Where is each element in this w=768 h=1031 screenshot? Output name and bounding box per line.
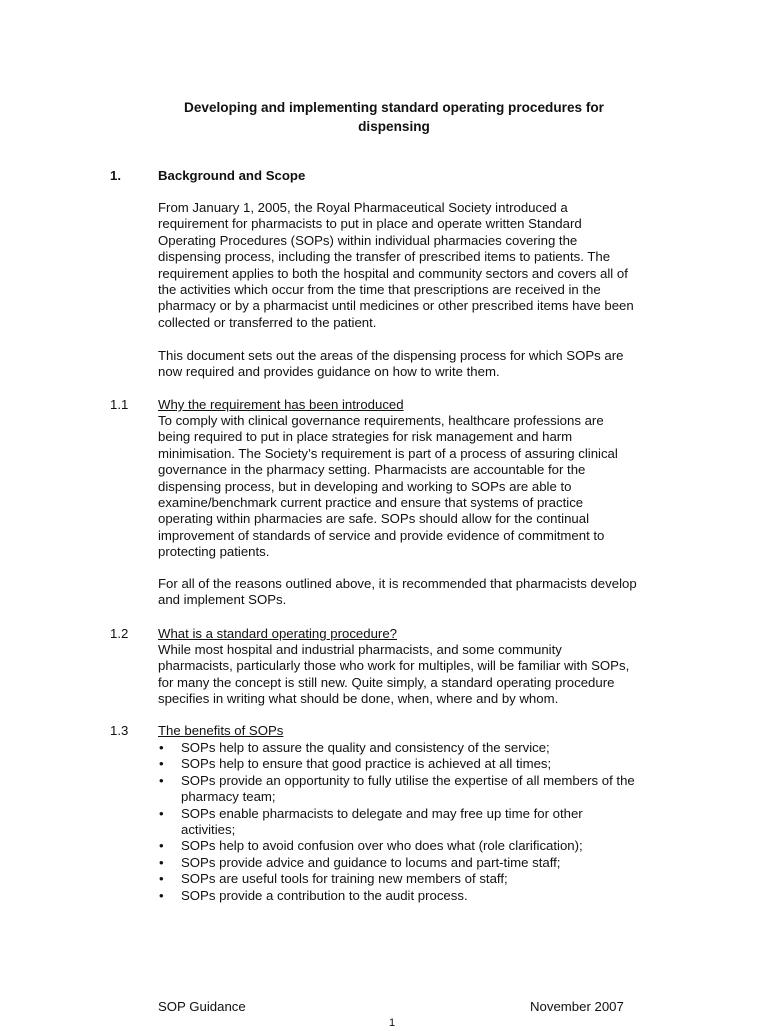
bullet-icon: • [159,805,164,821]
text-line: requirement applies to both the hospital and community sectors and covers all of [158,265,628,281]
bullet-icon: • [159,887,164,903]
section-title: Background and Scope [158,168,306,183]
text-line: SOPs provide an opportunity to fully utilise the expertise of all members of the [181,772,635,788]
text-line: SOPs provide a contribution to the audit process. [181,887,468,903]
footer-date: November 2007 [530,999,624,1014]
list-item [158,806,688,839]
text-line: SOPs help to avoid confusion over who does what (role clarification); [181,838,583,854]
text-line: To comply with clinical governance requirements, healthcare professions are [158,413,604,428]
bullet-icon: • [159,772,164,788]
subsection-paragraph [158,413,678,561]
subsection-paragraph [158,642,678,708]
text-line: Operating Procedures (SOPs) within individual pharmacies covering the [158,232,578,248]
footer-document-name: SOP Guidance [158,999,246,1014]
list-item [158,773,688,806]
text-line: SOPs provide advice and guidance to locums and part-time staff; [181,854,561,870]
text-line: and implement SOPs. [158,592,287,608]
text-line: now required and provides guidance on how to write them. [158,364,500,380]
text-line: requirement for pharmacists to put in place and operate written Standard [158,216,582,232]
text-line: improvement of standards of service and provide evidence of commitment to [158,527,605,543]
text-line: being required to put in place strategies for risk management and harm [158,429,573,445]
text-line: SOPs help to ensure that good practice is achieved at all times; [181,756,552,772]
text-line: minimisation. The Society’s requirement is part of a process of assuring clinical [158,445,618,461]
text-line: dispensing process, including the transfer of prescribed items to patients. The [158,249,611,265]
text-line: For all of the reasons outlined above, it is recommended that pharmacists develop [158,576,637,591]
text-line: This document sets out the areas of the dispensing process for which SOPs are [158,348,624,363]
text-line: pharmacy or by a pharmacist until medicines or other prescribed items have been [158,298,634,314]
bullet-icon: • [159,854,164,870]
text-line: From January 1, 2005, the Royal Pharmaceutical Society introduced a [158,200,568,215]
list-item [158,838,688,854]
list-item [158,756,688,772]
text-line: protecting patients. [158,544,270,560]
list-item [158,855,688,871]
bullet-icon: • [159,838,164,854]
text-line: pharmacists, particularly those who work for multiples, will be familiar with SOPs, [158,658,630,674]
text-line: While most hospital and industrial pharmacists, and some community [158,642,562,657]
subsection-paragraph [158,576,678,609]
text-line: dispensing process, but in developing and working to SOPs are able to [158,478,572,494]
text-line: SOPs enable pharmacists to delegate and may free up time for other [181,805,583,821]
list-item [158,888,688,904]
text-line: governance in the pharmacy setting. Pharmacists are accountable for the [158,462,586,478]
document-title [140,99,648,136]
text-line: specifies in writing what should be done, when, where and by whom. [158,691,559,707]
title-line: dispensing [358,118,430,134]
subsection-number: 1.3 [110,723,129,738]
bullet-icon: • [159,871,164,887]
subsection-title: What is a standard operating procedure? [158,626,397,641]
section-paragraph [158,200,678,331]
text-line: SOPs are useful tools for training new members of staff; [181,871,508,887]
list-item [158,740,688,756]
text-line: SOPs help to assure the quality and consistency of the service; [181,740,550,755]
text-line: pharmacy team; [181,789,276,805]
text-line: the activities which occur from the time that prescriptions are received in the [158,282,601,298]
page-number: 1 [389,1017,396,1029]
section-number: 1. [110,168,121,183]
subsection-title: The benefits of SOPs [158,723,284,738]
bullet-icon: • [159,756,164,772]
section-paragraph [158,348,678,381]
subsection-title: Why the requirement has been introduced [158,397,404,412]
subsection-number: 1.1 [110,397,129,412]
benefits-list [158,740,688,904]
title-line: Developing and implementing standard operating procedures for [184,100,604,115]
text-line: for many the concept is still new. Quite simply, a standard operating procedure [158,674,615,690]
text-line: examine/benchmark current practice and ensure that systems of practice [158,495,584,511]
bullet-icon: • [159,740,164,755]
subsection-number: 1.2 [110,626,129,641]
list-item [158,871,688,887]
text-line: collected or transferred to the patient. [158,314,377,330]
text-line: activities; [181,822,236,838]
text-line: operating within pharmacies are safe. SOPs should allow for the continual [158,511,590,527]
